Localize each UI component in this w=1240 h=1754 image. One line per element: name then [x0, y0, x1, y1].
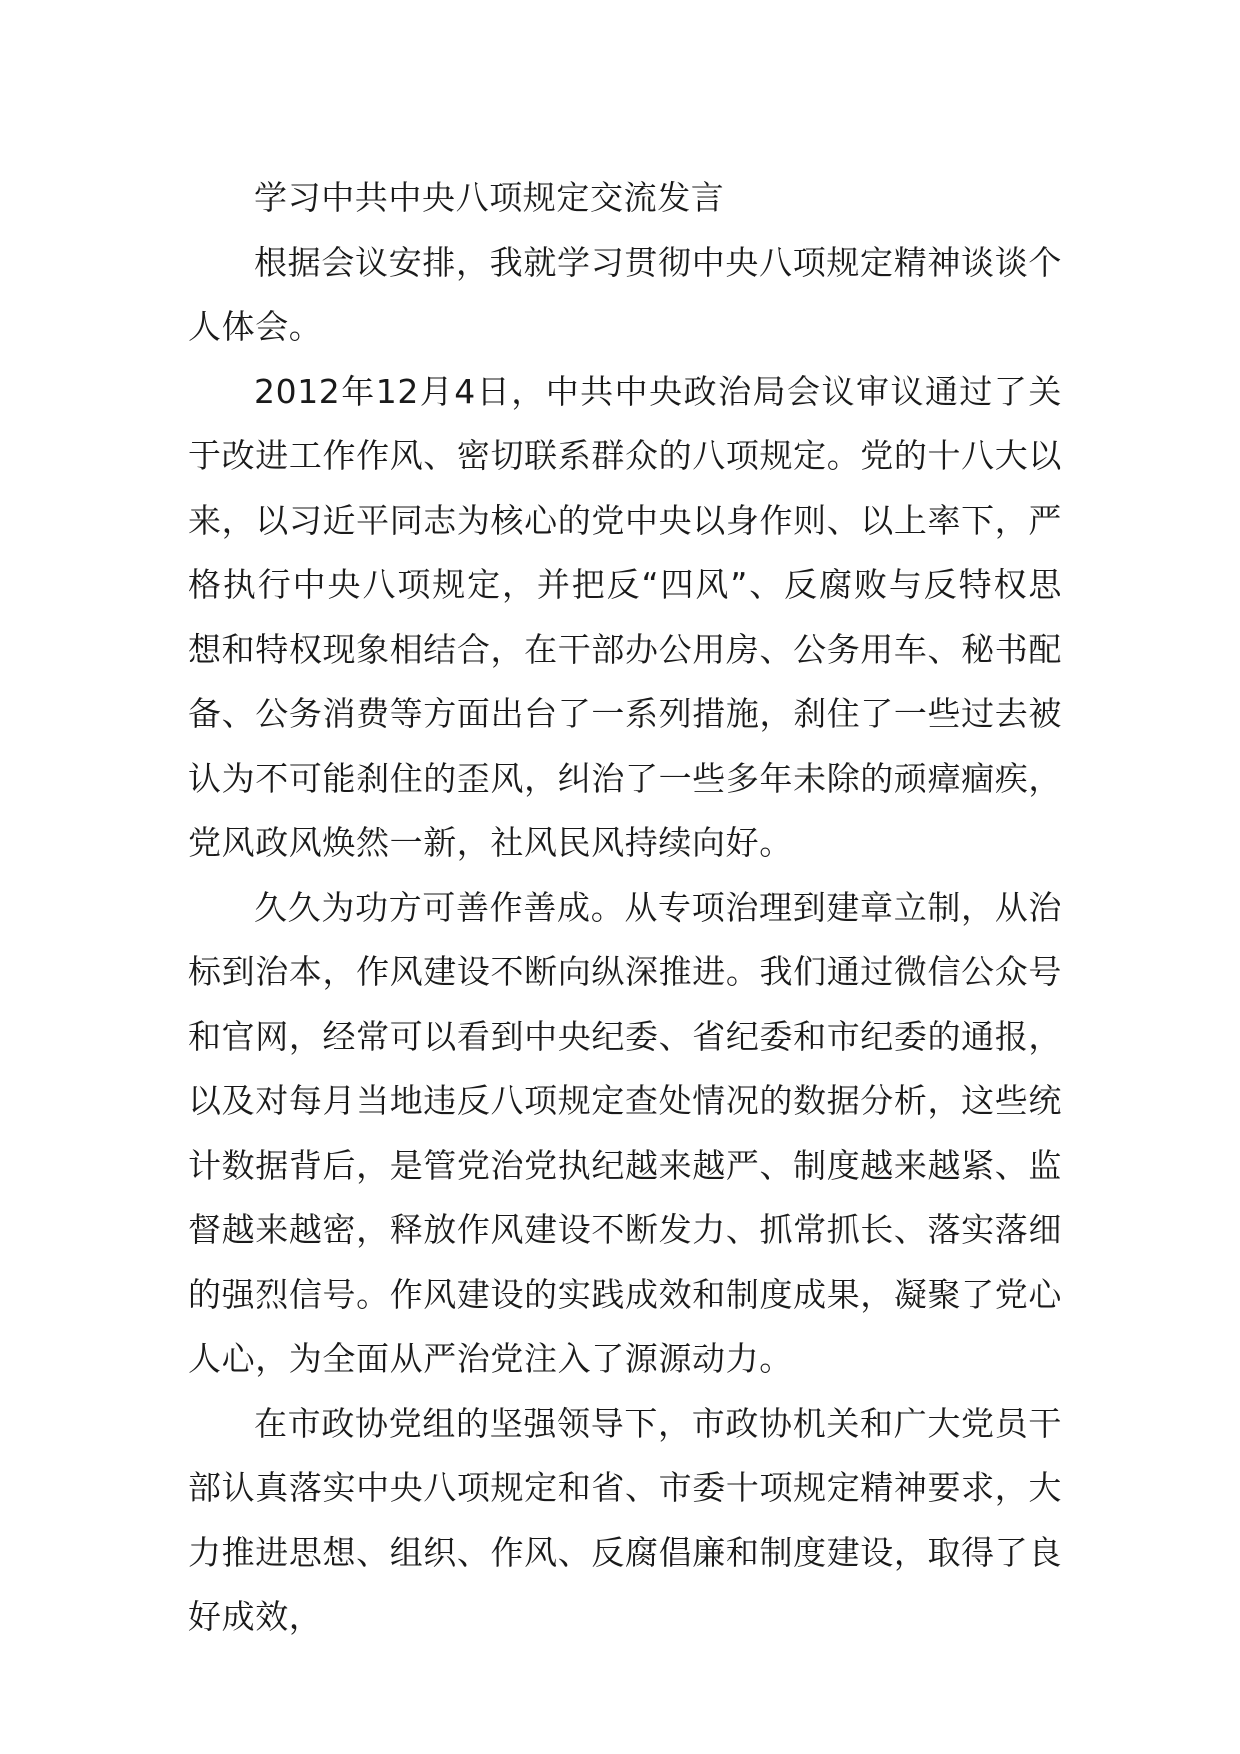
document-title: 学习中共中央八项规定交流发言: [254, 178, 725, 217]
paragraph-progress: 久久为功方可善作善成。从专项治理到建章立制，从治标到治本，作风建设不断向纵深推进。我们通过微信公众号和官网，经常可以看到中央纪委、省纪委和市纪委的通报，以及对每月当地违反八项规定查处情况的数据分析，这些统计数据背后，是管党治党执纪越来越严、制度越来越紧、监督越来越密，释放作风建设不断发力、抓常抓长、落实落细的强烈信号。作风建设的实践成效和制度成果，凝聚了党心人心，为全面从严治党注入了源源动力。: [188, 887, 1062, 1378]
paragraph-background: 2012年12月4日，中共中央政治局会议审议通过了关于改进工作作风、密切联系群众的八项规定。党的十八大以来，以习近平同志为核心的党中央以身作则、以上率下，严格执行中央八项规定，并把反“四风”、反腐败与反特权思想和特权现象相结合，在干部办公用房、公务用车、秘书配备、公务消费等方面出台了一系列措施，刹住了一些过去被认为不可能刹住的歪风，纠治了一些多年未除的顽瘴痼疾，党风政风焕然一新，社风民风持续向好。: [188, 371, 1062, 862]
document-body: [188, 166, 1062, 1650]
paragraph-local-practice: 在市政协党组的坚强领导下，市政协机关和广大党员干部认真落实中央八项规定和省、市委十项规定精神要求，大力推进思想、组织、作风、反腐倡廉和制度建设，取得了良好成效，: [188, 1403, 1062, 1636]
paragraph-intro: 根据会议安排，我就学习贯彻中央八项规定精神谈谈个人体会。: [188, 242, 1062, 346]
